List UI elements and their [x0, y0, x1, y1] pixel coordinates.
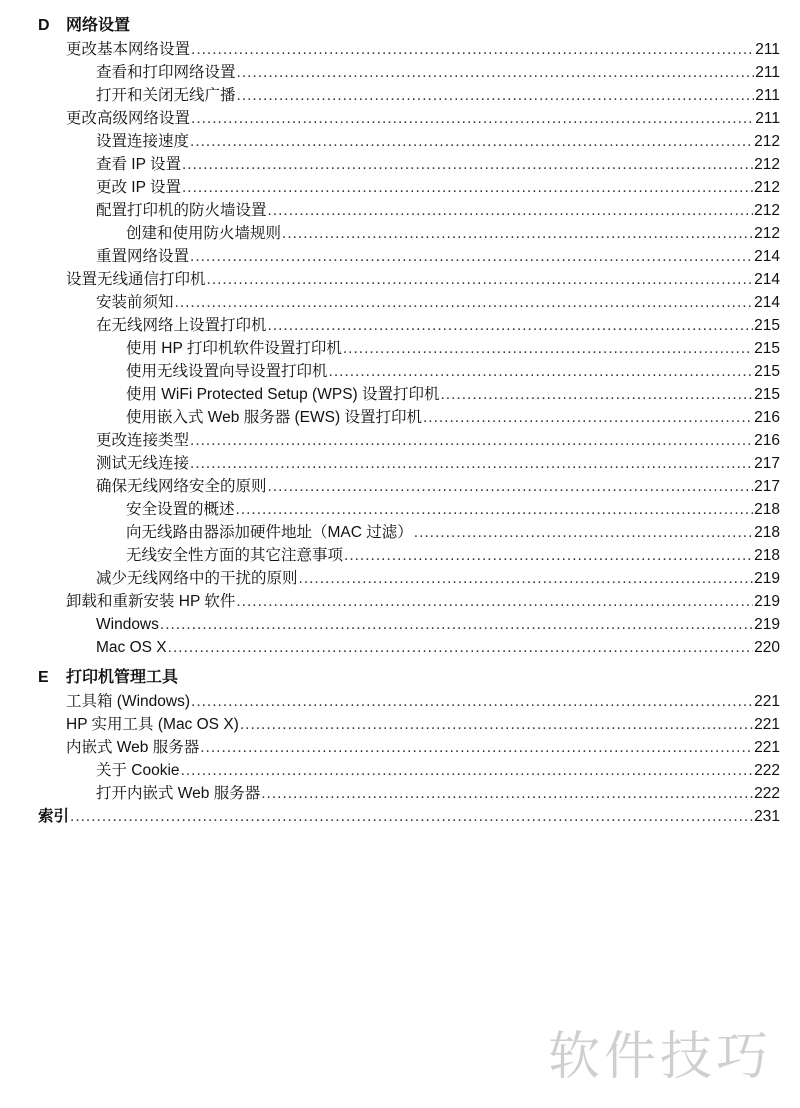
leader-dots — [414, 521, 753, 544]
toc-entry-text: 查看 IP 设置 — [96, 156, 181, 173]
leader-dots — [282, 222, 753, 245]
toc-entry-page: 214 — [754, 271, 780, 288]
toc-entry[interactable] — [96, 291, 780, 314]
toc-entry-page: 215 — [754, 317, 780, 334]
leader-dots — [182, 153, 753, 176]
toc-entry-page: 219 — [754, 570, 780, 587]
toc-entry[interactable] — [66, 38, 780, 61]
toc-entry-text: 使用 HP 打印机软件设置打印机 — [126, 340, 342, 357]
toc-entry-page: 211 — [755, 41, 780, 58]
leader-dots — [299, 567, 754, 590]
toc-entry[interactable] — [126, 337, 780, 360]
toc-entry-page: 212 — [754, 225, 780, 242]
toc-entry[interactable] — [96, 429, 780, 452]
toc-entry-page: 222 — [754, 785, 780, 802]
toc-entry-page: 211 — [755, 110, 780, 127]
toc-entry[interactable] — [96, 782, 780, 805]
toc-entry-page: 212 — [754, 133, 780, 150]
toc-entry[interactable] — [96, 130, 780, 153]
leader-dots — [268, 199, 754, 222]
toc-entry-page: 217 — [754, 455, 780, 472]
toc-entry-text: 查看和打印网络设置 — [96, 64, 236, 81]
toc-entry-page: 220 — [754, 639, 780, 656]
toc-entry-text: 使用无线设置向导设置打印机 — [126, 363, 328, 380]
section-e-heading — [38, 666, 178, 690]
toc-entry-text: 安全设置的概述 — [126, 501, 235, 518]
leader-dots — [70, 805, 753, 828]
toc-entry[interactable] — [66, 268, 780, 291]
leader-dots — [207, 268, 754, 291]
toc-entry[interactable] — [126, 383, 780, 406]
toc-entry-text: 打开内嵌式 Web 服务器 — [96, 785, 261, 802]
toc-entry-page: 221 — [754, 693, 780, 710]
toc-entry-page: 212 — [754, 179, 780, 196]
toc-entry-text: 更改基本网络设置 — [66, 41, 191, 58]
toc-entry-text: 使用 WiFi Protected Setup (WPS) 设置打印机 — [126, 386, 440, 403]
toc-entry-text: 内嵌式 Web 服务器 — [66, 739, 200, 756]
toc-entry-text: 更改高级网络设置 — [66, 110, 191, 127]
toc-entry[interactable] — [126, 360, 780, 383]
toc-entry[interactable] — [96, 61, 780, 84]
toc-entry-text: HP 实用工具 (Mac OS X) — [66, 716, 239, 733]
toc-entry[interactable] — [96, 199, 780, 222]
leader-dots — [200, 736, 753, 759]
toc-entry-page: 221 — [754, 739, 780, 756]
section-e-title: 打印机管理工具 — [66, 669, 179, 686]
toc-entry[interactable] — [96, 759, 780, 782]
toc-entry[interactable] — [66, 713, 780, 736]
leader-dots — [175, 291, 754, 314]
leader-dots — [329, 360, 754, 383]
leader-dots — [190, 429, 753, 452]
leader-dots — [343, 337, 753, 360]
leader-dots — [191, 690, 753, 713]
toc-entry-text: 索引 — [38, 808, 70, 825]
toc-entry[interactable] — [96, 475, 780, 498]
leader-dots — [190, 245, 753, 268]
toc-entry-text: 更改连接类型 — [96, 432, 190, 449]
toc-entry-page: 215 — [754, 386, 780, 403]
toc-entry-text: 卸载和重新安装 HP 软件 — [66, 593, 236, 610]
toc-entry-page: 212 — [754, 202, 780, 219]
toc-entry[interactable] — [96, 153, 780, 176]
toc-entry[interactable] — [126, 406, 780, 429]
toc-entry-page: 219 — [754, 616, 780, 633]
leader-dots — [240, 713, 753, 736]
toc-entry-text: Windows — [96, 616, 159, 633]
toc-entry[interactable] — [66, 690, 780, 713]
leader-dots — [191, 107, 754, 130]
toc-entry-text: 设置无线通信打印机 — [66, 271, 206, 288]
leader-dots — [236, 590, 753, 613]
leader-dots — [423, 406, 753, 429]
leader-dots — [237, 61, 755, 84]
toc-entry[interactable] — [96, 452, 780, 475]
leader-dots — [237, 84, 755, 107]
leader-dots — [182, 176, 753, 199]
toc-entry-page: 212 — [754, 156, 780, 173]
leader-dots — [181, 759, 754, 782]
toc-entry-page: 231 — [754, 808, 780, 825]
toc-entry-text: 使用嵌入式 Web 服务器 (EWS) 设置打印机 — [126, 409, 422, 426]
toc-entry-text: 减少无线网络中的干扰的原则 — [96, 570, 298, 587]
leader-dots — [344, 544, 753, 567]
toc-entry-page: 218 — [754, 524, 780, 541]
toc-entry-page: 215 — [754, 340, 780, 357]
leader-dots — [261, 782, 753, 805]
toc-entry-page: 214 — [754, 248, 780, 265]
toc-entry-page: 219 — [754, 593, 780, 610]
toc-entry-page: 215 — [754, 363, 780, 380]
toc-entry-page: 217 — [754, 478, 780, 495]
toc-entry[interactable] — [126, 544, 780, 567]
toc-entry-text: Mac OS X — [96, 639, 167, 656]
toc-entry-text: 测试无线连接 — [96, 455, 190, 472]
section-d-title: 网络设置 — [66, 17, 131, 34]
toc-entry-text: 设置连接速度 — [96, 133, 190, 150]
toc-entry-page: 214 — [754, 294, 780, 311]
leader-dots — [441, 383, 754, 406]
toc-entry-text: 打开和关闭无线广播 — [96, 87, 236, 104]
toc-entry-page: 216 — [754, 409, 780, 426]
watermark: 软件技巧 — [547, 1027, 772, 1087]
toc-entry[interactable] — [66, 590, 780, 613]
leader-dots — [268, 475, 754, 498]
toc-entry[interactable] — [126, 521, 780, 544]
toc-entry-page: 218 — [754, 547, 780, 564]
toc-entry[interactable] — [96, 314, 780, 337]
toc-entry-page: 218 — [754, 501, 780, 518]
toc-entry[interactable] — [66, 736, 780, 759]
toc-entry-text: 无线安全性方面的其它注意事项 — [126, 547, 344, 564]
toc-entry-page: 221 — [754, 716, 780, 733]
toc-entry-text: 在无线网络上设置打印机 — [96, 317, 267, 334]
toc-entry-page: 222 — [754, 762, 780, 779]
toc-entry[interactable] — [96, 636, 780, 659]
toc-entry[interactable] — [96, 567, 780, 590]
toc-entry[interactable] — [96, 613, 780, 636]
toc-entry-text: 确保无线网络安全的原则 — [96, 478, 267, 495]
toc-entry-text: 重置网络设置 — [96, 248, 190, 265]
toc-entry[interactable] — [96, 84, 780, 107]
leader-dots — [190, 130, 753, 153]
section-d-heading — [38, 14, 130, 38]
toc-entry-text: 创建和使用防火墙规则 — [126, 225, 282, 242]
leader-dots — [190, 452, 753, 475]
leader-dots — [268, 314, 754, 337]
toc-entry-text: 关于 Cookie — [96, 762, 180, 779]
toc-entry[interactable] — [126, 222, 780, 245]
toc-entry-index[interactable] — [38, 805, 780, 828]
leader-dots — [191, 38, 754, 61]
toc-entry-text: 配置打印机的防火墙设置 — [96, 202, 267, 219]
leader-dots — [236, 498, 754, 521]
toc-entry-text: 工具箱 (Windows) — [66, 693, 191, 710]
toc-entry[interactable] — [126, 498, 780, 521]
toc-entry[interactable] — [96, 245, 780, 268]
toc-entry-text: 安装前须知 — [96, 294, 174, 311]
section-d-letter: D — [38, 17, 50, 34]
toc-entry[interactable] — [96, 176, 780, 199]
leader-dots — [160, 613, 753, 636]
toc-entry-page: 211 — [755, 87, 780, 104]
leader-dots — [168, 636, 753, 659]
toc-entry-text: 向无线路由器添加硬件地址（MAC 过滤） — [126, 524, 413, 541]
toc-entry[interactable] — [66, 107, 780, 130]
toc-entry-page: 216 — [754, 432, 780, 449]
section-e-letter: E — [38, 669, 49, 686]
toc-entry-text: 更改 IP 设置 — [96, 179, 181, 196]
toc-entry-page: 211 — [755, 64, 780, 81]
